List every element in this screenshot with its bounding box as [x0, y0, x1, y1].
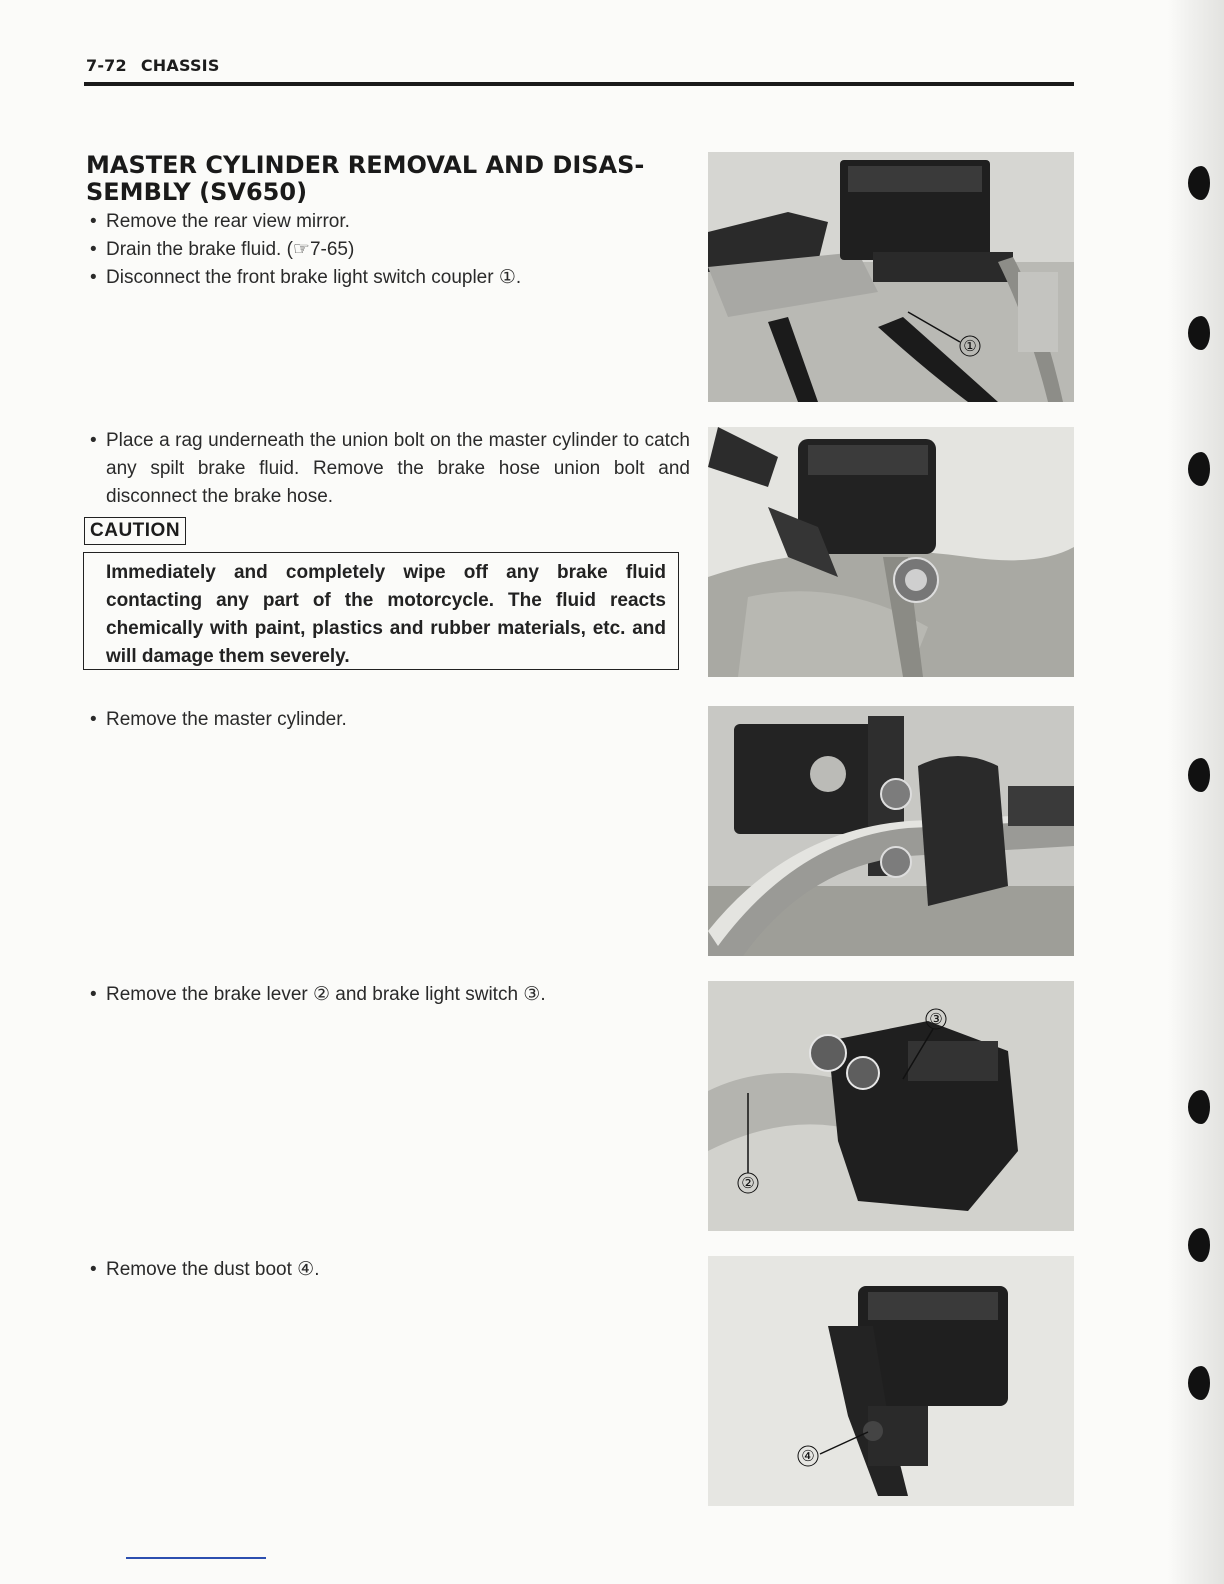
callout-3: ③	[929, 1010, 943, 1028]
step-list-5	[90, 1256, 319, 1284]
step-list-4	[90, 981, 546, 1009]
header-rule	[84, 82, 1074, 86]
binder-tab	[1188, 1228, 1210, 1262]
list-item: • Remove the rear view mirror.	[90, 208, 521, 236]
step-list-2	[90, 427, 690, 511]
callout-2: ②	[741, 1174, 755, 1192]
caution-box	[83, 552, 679, 670]
binder-tab	[1188, 1366, 1210, 1400]
photo-coupler	[708, 152, 1074, 402]
section-title: CHASSIS	[140, 56, 220, 75]
step-list-1	[90, 208, 521, 292]
binder-tab	[1188, 1090, 1210, 1124]
list-item: • Place a rag underneath the union bolt on the master cylinder to catch any spilt brake fluid. Remove the brake hose union bolt and disconnect the brake hose.	[90, 427, 690, 511]
step-list-3	[90, 706, 347, 734]
list-item: • Remove the master cylinder.	[90, 706, 347, 734]
list-item: • Remove the dust boot ④.	[90, 1256, 319, 1284]
photo-dust-boot	[708, 1256, 1074, 1506]
photo-union-bolt	[708, 427, 1074, 677]
footer-line	[126, 1557, 266, 1559]
page-number: 7-72	[86, 56, 127, 75]
callout-1: ①	[963, 337, 977, 355]
caution-text: Immediately and completely wipe off any brake fluid contacting any part of the motorcycle. The fluid reacts chemically with paint, plastics and rubber materials, etc. and will damage them severely.	[106, 562, 666, 667]
binder-tab	[1188, 758, 1210, 792]
caution-label: CAUTION	[84, 517, 186, 545]
binder-tab	[1188, 316, 1210, 350]
binder-tab	[1188, 452, 1210, 486]
list-item: • Drain the brake fluid. (☞7-65)	[90, 236, 521, 264]
page-title: MASTER CYLINDER REMOVAL AND DISAS-SEMBLY (SV650)	[86, 151, 645, 206]
photo-brake-lever	[708, 981, 1074, 1231]
list-item: • Remove the brake lever ② and brake light switch ③.	[90, 981, 546, 1009]
binder-tab	[1188, 166, 1210, 200]
photo-master-cylinder	[708, 706, 1074, 956]
list-item: • Disconnect the front brake light switch coupler ①.	[90, 264, 521, 292]
binder-tabs	[1168, 0, 1224, 1584]
callout-4: ④	[801, 1447, 815, 1465]
page-header	[86, 56, 220, 75]
